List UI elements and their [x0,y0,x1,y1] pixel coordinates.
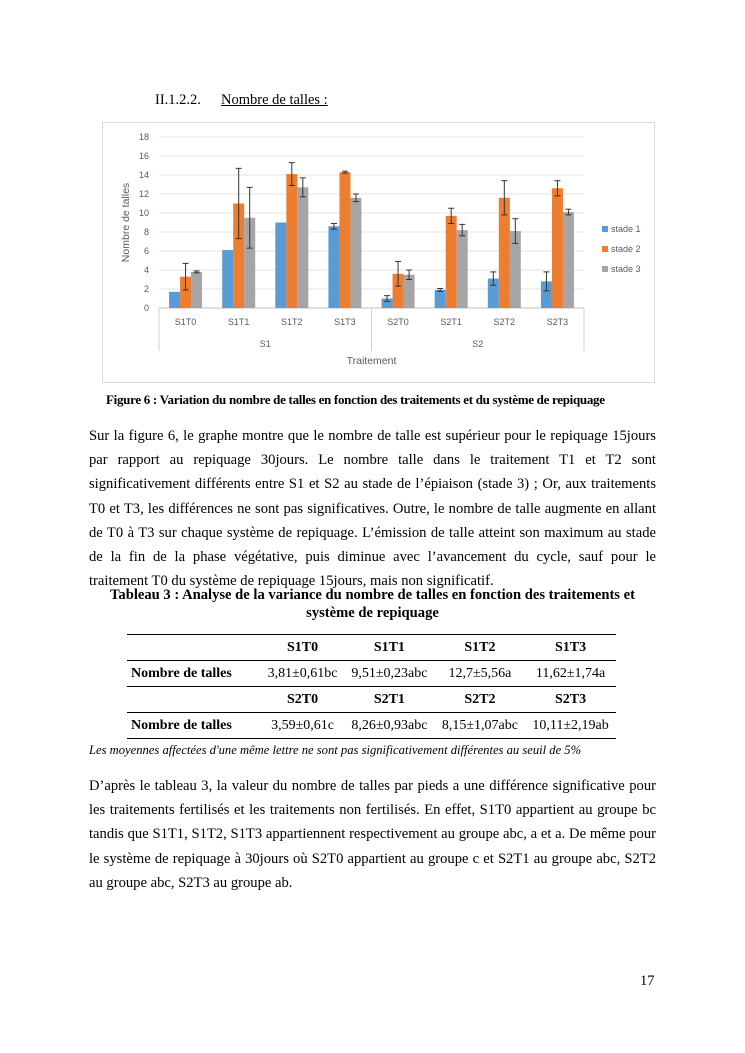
bar-stade-2 [552,188,563,308]
section-title: Nombre de talles : [221,92,328,108]
bar-stade-2 [446,216,457,308]
section-heading [155,92,328,109]
x-tick-label: S1T3 [334,317,356,327]
x-tick-label: S2T2 [493,317,516,327]
y-tick-label: 10 [138,208,149,218]
page-number: 17 [640,973,655,989]
y-tick-label: 2 [143,284,149,294]
bar-stade-1 [275,223,286,309]
bar-stade-3 [350,198,361,308]
header-cell: S1T0 [261,635,344,661]
legend-label: stade 3 [611,264,641,274]
bar-stade-2 [339,172,350,308]
figure-caption: Figure 6 : Variation du nombre de talles en fonction des traitements et du système de repiquage [106,392,605,407]
table-caption: Tableau 3 : Analyse de la variance du nombre de talles en fonction des traitements et système de repiquage [110,587,635,621]
group-label: S1 [259,339,271,349]
legend-label: stade 1 [611,224,641,234]
legend-swatch [602,226,608,232]
x-axis-title: Traitement [346,355,397,367]
y-tick-label: 18 [138,132,149,142]
header-cell: S2T1 [344,687,435,713]
anova-table [127,634,616,739]
bar-stade-3 [457,230,468,308]
row-label: Nombre de talles [127,713,261,739]
bar-stade-2 [286,174,297,308]
x-tick-label: S1T2 [281,317,303,327]
y-tick-label: 12 [138,189,149,199]
legend-swatch [602,246,608,252]
table-cell: 11,62±1,74a [525,661,616,687]
bar-stade-1 [222,250,233,308]
bar-stade-3 [297,187,308,308]
header-cell: S2T2 [435,687,526,713]
header-cell: S1T1 [344,635,435,661]
row-label: Nombre de talles [127,661,261,687]
section-number: II.1.2.2. [155,92,201,108]
x-tick-label: S2T3 [546,317,569,327]
bar-stade-1 [435,290,446,308]
table-header-row [127,635,616,661]
group-label: S2 [472,339,484,349]
y-tick-label: 8 [143,227,149,237]
bar-chart [102,122,655,383]
legend-label: stade 2 [611,244,641,254]
table-cell: 10,11±2,19ab [525,713,616,739]
paragraph-1: Sur la figure 6, le graphe montre que le nombre de talle est supérieur pour le repiquage 15jours par rapport au repiquage 30jours. Le nombre talle dans le traitement T1 et T2 sont significativement différents entre S1 et S2 au stade de l’épiaison (stade 3) ; Or, aux traitements T0 et T3, les différences ne sont pas significatives. Outre, le nombre de talle augmente en allant de T0 à T3 sur chaque système de repiquage. L’émission de talle atteint son maximum au stade de la fin de la phase végétative, puis diminue avec l’avancement du cycle, sauf pour le traitement T0 du système de repiquage 15jours, mais non significatif. [89,428,656,590]
legend-swatch [602,266,608,272]
y-tick-label: 14 [138,170,149,180]
table-cell: 12,7±5,56a [435,661,526,687]
y-tick-label: 6 [143,246,149,256]
table-note: Les moyennes affectées d'une même lettre ne sont pas significativement différentes au seuil de 5% [89,743,582,757]
y-tick-label: 16 [138,151,149,161]
bar-stade-3 [191,272,202,308]
table-cell: 8,15±1,07abc [435,713,526,739]
chart-svg [103,123,656,384]
table-row [127,713,616,739]
y-tick-label: 4 [143,265,149,275]
header-cell: S1T2 [435,635,526,661]
x-tick-label: S1T0 [174,317,197,327]
table-cell: 8,26±0,93abc [344,713,435,739]
header-cell: S2T3 [525,687,616,713]
x-tick-label: S1T1 [227,317,250,327]
x-tick-label: S2T1 [440,317,462,327]
table-cell: 9,51±0,23abc [344,661,435,687]
bar-stade-1 [328,226,339,308]
table-header-row [127,687,616,713]
table-row [127,661,616,687]
table-cell: 3,81±0,61bc [261,661,344,687]
table-cell: 3,59±0,61c [261,713,344,739]
header-cell: S1T3 [525,635,616,661]
header-cell: S2T0 [261,687,344,713]
bar-stade-1 [169,292,180,308]
bar-stade-3 [563,212,574,308]
x-tick-label: S2T0 [387,317,409,327]
y-tick-label: 0 [143,303,149,313]
y-axis-title: Nombre de talles [120,182,132,263]
paragraph-2: D’après le tableau 3, la valeur du nombre de talles par pieds a une différence significative pour les traitements fertilisés et les traitements non fertilisés. En effet, S1T0 appartient au groupe bc tandis que S1T1, S1T2, S1T3 appartiennent respectivement au groupe abc, a et a. De même pour le système de repiquage à 30jours où S2T0 appartient au groupe c et S2T1 au groupe abc, S2T2 au groupe abc, S2T3 au groupe ab. [89,778,656,891]
